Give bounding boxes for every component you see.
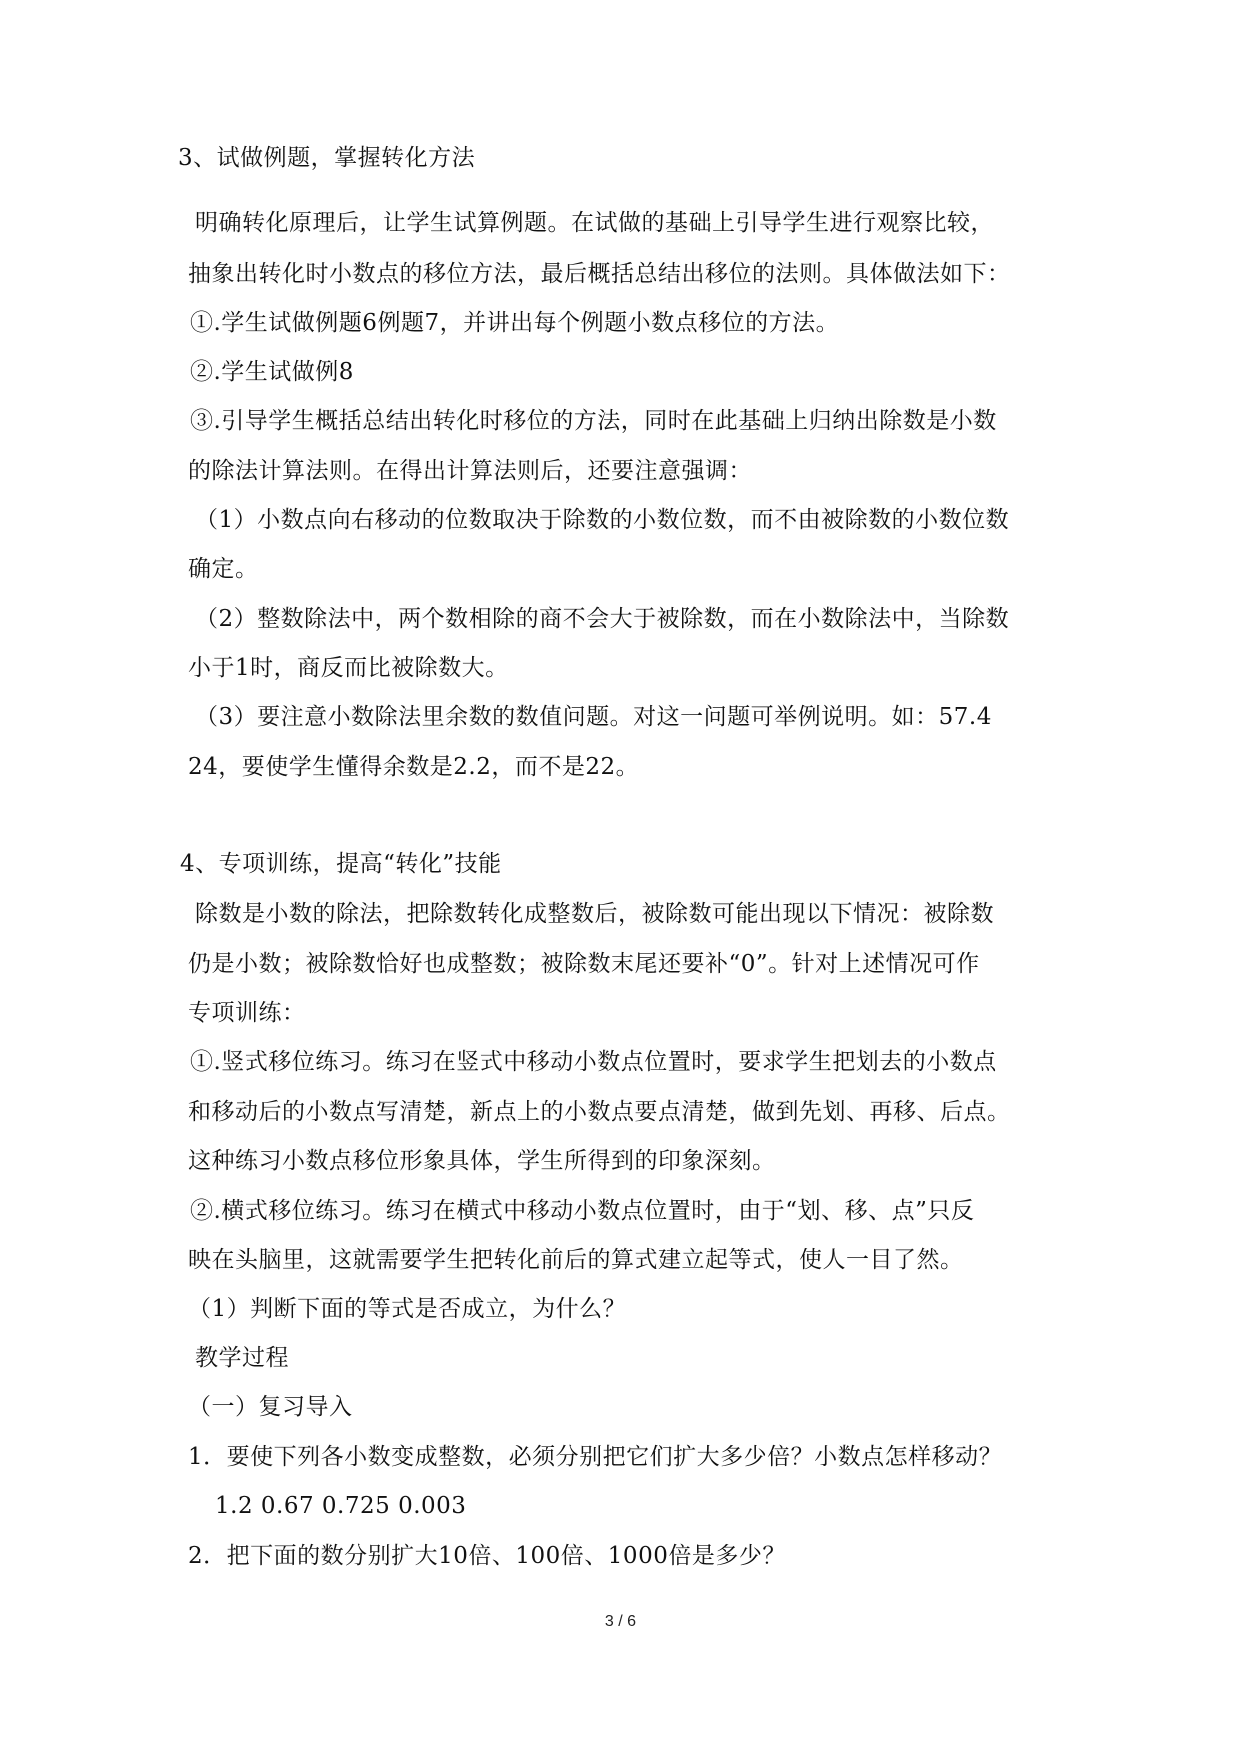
paragraph-line: 除数是小数的除法，把除数转化成整数后，被除数可能出现以下情况：被除数 [195,901,994,927]
list-item: ①.学生试做例题6例题7，并讲出每个例题小数点移位的方法。 [190,310,840,336]
number-list: 1.2 0.67 0.725 0.003 [215,1493,467,1519]
list-item: （1）小数点向右移动的位数取决于除数的小数位数，而不由被除数的小数位数 [195,507,1010,533]
paragraph-line: 抽象出转化时小数点的移位方法，最后概括总结出移位的法则。具体做法如下： [188,261,1011,287]
section-heading: （一）复习导入 [188,1394,353,1420]
paragraph-line: 专项训练： [188,1000,306,1026]
paragraph-line: 这种练习小数点移位形象具体，学生所得到的印象深刻。 [188,1148,776,1174]
paragraph-line: 小于1时，商反而比被除数大。 [188,655,509,681]
section-heading-3: 3、试做例题，掌握转化方法 [178,145,476,171]
paragraph-line: 仍是小数；被除数恰好也成整数；被除数末尾还要补“0”。针对上述情况可作 [188,951,980,977]
paragraph-line: 明确转化原理后，让学生试算例题。在试做的基础上引导学生进行观察比较， [195,210,994,236]
paragraph-line: 和移动后的小数点写清楚，新点上的小数点要点清楚，做到先划、再移、后点。 [188,1099,1011,1125]
list-item: 2．把下面的数分别扩大10倍、100倍、1000倍是多少？ [188,1543,786,1569]
list-item: 1．要使下列各小数变成整数，必须分别把它们扩大多少倍？小数点怎样移动？ [188,1444,1003,1470]
section-heading: 教学过程 [195,1345,289,1371]
list-item: （3）要注意小数除法里余数的数值问题。对这一问题可举例说明。如：57.4 [195,704,992,730]
list-item: ②.横式移位练习。练习在横式中移动小数点位置时，由于“划、移、点”只反 [190,1198,975,1224]
page-number: 3 / 6 [604,1613,637,1630]
section-heading-4: 4、专项训练，提高“转化”技能 [180,851,502,877]
paragraph-line: 映在头脑里，这就需要学生把转化前后的算式建立起等式，使人一目了然。 [188,1247,964,1273]
paragraph-line: 确定。 [188,556,259,582]
list-item: ①.竖式移位练习。练习在竖式中移动小数点位置时，要求学生把划去的小数点 [190,1049,997,1075]
paragraph-line: 24，要使学生懂得余数是2.2，而不是22。 [188,754,640,780]
list-item: （2）整数除法中，两个数相除的商不会大于被除数，而在小数除法中，当除数 [195,606,1010,632]
list-item: ③.引导学生概括总结出转化时移位的方法，同时在此基础上归纳出除数是小数 [190,408,997,434]
list-item: ②.学生试做例8 [190,359,354,385]
paragraph-line: 的除法计算法则。在得出计算法则后，还要注意强调： [188,458,752,484]
list-item: （1）判断下面的等式是否成立，为什么？ [188,1296,627,1322]
